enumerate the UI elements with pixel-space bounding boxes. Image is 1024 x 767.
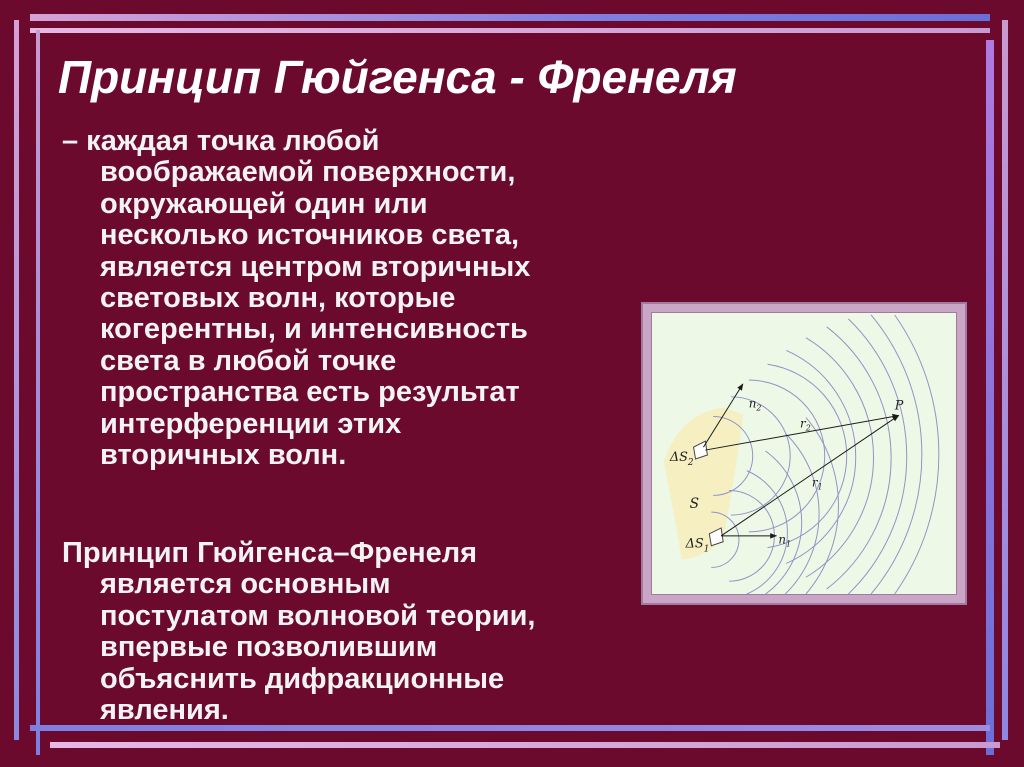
decorative-stripe-left — [14, 20, 19, 740]
decorative-stripe-top — [30, 14, 990, 21]
definition-line: интерференции этих — [100, 407, 402, 440]
slide-title: Принцип Гюйгенса - Френеля — [58, 51, 737, 103]
definition-line: является центром вторичных — [100, 250, 531, 283]
label-vector-r2: $r_2$ — [800, 416, 811, 433]
definition-line: световых волн, которые — [100, 282, 456, 315]
decorative-stripe-top-inner — [30, 28, 990, 33]
postulate-line: является основным — [100, 568, 391, 601]
diagram-canvas — [651, 312, 957, 595]
postulate-line: объяснить дифракционные — [100, 662, 505, 695]
definition-line: окружающей один или — [100, 187, 428, 220]
secondary-waves-source-2 — [713, 315, 939, 594]
label-vector-n2: $n_2$ — [748, 396, 762, 413]
postulate-line: явления. — [100, 694, 229, 727]
huygens-fresnel-diagram — [641, 302, 967, 605]
label-source-2: $\Delta S_2$ — [669, 449, 694, 468]
postulate-line: впервые позволившим — [100, 631, 438, 664]
label-point-p: P — [894, 398, 904, 414]
definition-line: вторичных волн. — [100, 439, 347, 472]
decorative-stripe-right-inner — [986, 40, 994, 755]
wave-diagram-svg — [652, 313, 956, 594]
label-surface-s: S — [689, 496, 700, 513]
label-source-1: $\Delta S_1$ — [685, 536, 710, 555]
label-vector-n1: $n_1$ — [778, 532, 792, 549]
postulate-line: Принцип Гюйгенса–Френеля — [62, 537, 478, 569]
label-vector-r1: $r_1$ — [811, 475, 823, 492]
definition-line: когерентны, и интенсивность — [100, 313, 528, 346]
decorative-stripe-bottom — [50, 742, 1000, 748]
definition-line: – каждая точка любой — [62, 125, 380, 157]
definition-line: пространства есть результат — [100, 376, 520, 409]
definition-line: несколько источников света, — [100, 219, 520, 252]
definition-line: света в любой точке — [100, 344, 397, 377]
postulate-line: постулатом волновой теории, — [100, 599, 536, 632]
postulate-paragraph — [62, 538, 535, 726]
decorative-stripe-left-inner — [36, 30, 40, 755]
decorative-stripe-right — [1002, 20, 1008, 740]
definition-paragraph — [62, 126, 530, 471]
definition-line: воображаемой поверхности, — [100, 156, 516, 189]
